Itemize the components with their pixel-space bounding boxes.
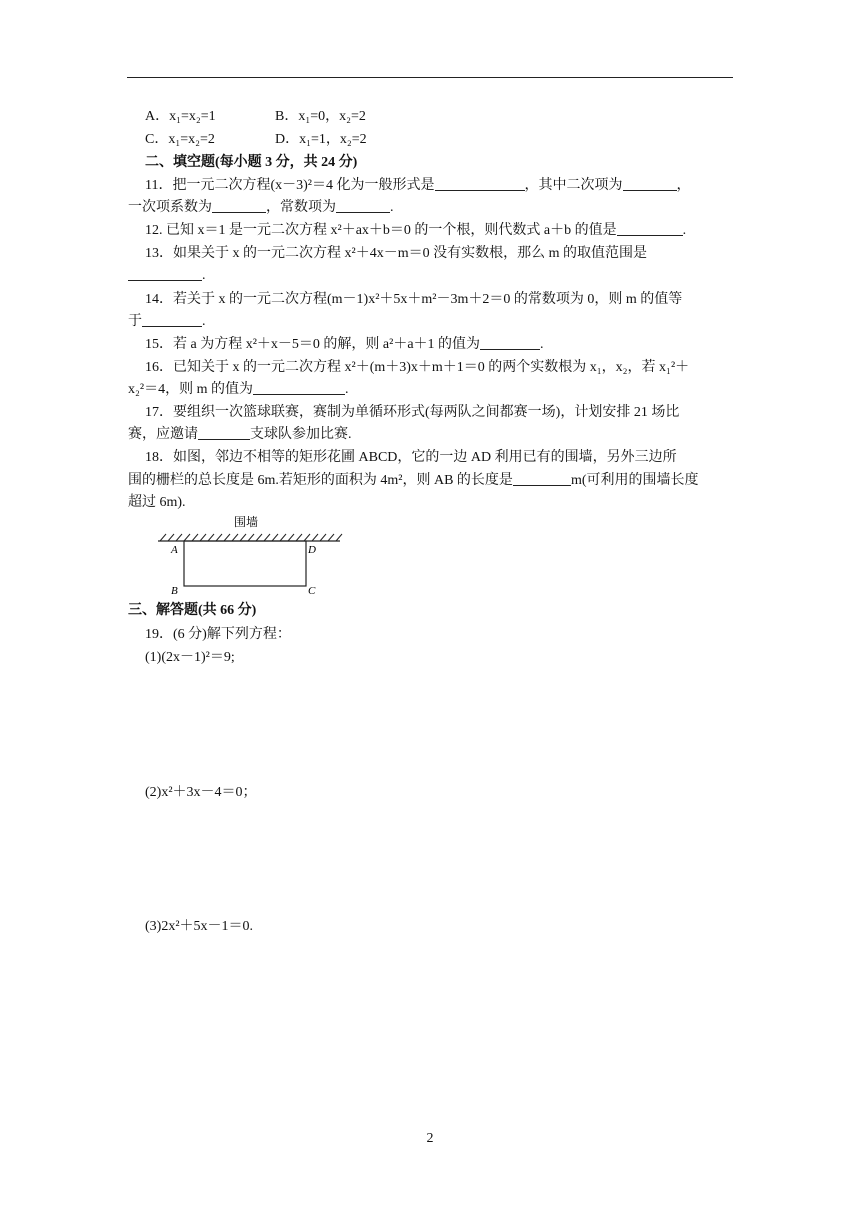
answer-blank[interactable] xyxy=(435,177,525,191)
question-19-part-2: (2)x²＋3x－4＝0； xyxy=(145,785,257,800)
answer-blank[interactable] xyxy=(128,267,202,281)
question-19-heading: 19．(6 分)解下列方程： xyxy=(145,627,291,642)
hatch-mark xyxy=(248,534,254,541)
q14-text-b: 于 xyxy=(128,314,142,329)
label-b: B xyxy=(171,585,178,597)
answer-blank[interactable] xyxy=(513,472,571,486)
answer-blank[interactable] xyxy=(623,177,677,191)
question-14-line-1: 14．若关于 x 的一元二次方程(m－1)x²＋5x＋m²－3m＋2＝0 的常数项为 0，则 m 的值等 xyxy=(145,292,683,307)
question-11-line-1 xyxy=(145,177,691,195)
question-17-line-1: 17．要组织一次篮球联赛，赛制为单循环形式(每两队之间都赛一场)，计划安排 21 场比 xyxy=(145,405,680,420)
hatch-mark xyxy=(208,534,214,541)
hatch-mark xyxy=(312,534,318,541)
label-a: A xyxy=(171,544,178,556)
q11-text-c: ， xyxy=(676,178,691,193)
hatch-mark xyxy=(328,534,334,541)
answer-blank[interactable] xyxy=(336,199,390,213)
option-a: A．x₁=x₂=1 xyxy=(145,109,216,124)
answer-blank[interactable] xyxy=(198,426,250,440)
q17-text-b: 赛，应邀请 xyxy=(128,427,198,442)
answer-blank[interactable] xyxy=(212,199,266,213)
q12-end: . xyxy=(682,223,687,238)
q11-text-d: 一次项系数为 xyxy=(128,200,212,215)
question-13-line-2 xyxy=(128,267,206,285)
hatch-mark xyxy=(232,534,238,541)
question-16-line-2 xyxy=(128,381,348,399)
answer-blank[interactable] xyxy=(253,381,345,395)
hatch-mark xyxy=(336,534,342,541)
wall-hatching xyxy=(160,534,342,541)
q15-end: . xyxy=(540,337,544,352)
hatch-mark xyxy=(160,534,166,541)
q14-end: . xyxy=(202,314,206,329)
mc-row-2 xyxy=(145,131,367,149)
question-13-line-1: 13．如果关于 x 的一元二次方程 x²＋4x－m＝0 没有实数根，那么 m 的取值范围是 xyxy=(145,246,647,261)
q17-text-c: 支球队参加比赛. xyxy=(250,427,352,442)
header-rule xyxy=(127,77,733,78)
question-18-line-2 xyxy=(128,472,699,490)
question-14-line-2 xyxy=(128,313,206,331)
question-16-line-1: 16．已知关于 x 的一元二次方程 x²＋(m＋3)x＋m＋1＝0 的两个实数根为 x₁，x₂，若 x₁²＋ xyxy=(145,360,690,375)
question-15 xyxy=(145,336,544,354)
hatch-mark xyxy=(168,534,174,541)
q13-end: . xyxy=(202,268,206,283)
question-12 xyxy=(145,222,686,240)
section-title-fill-blank: 二、填空题(每小题 3 分，共 24 分) xyxy=(145,155,358,170)
option-c: C．x₁=x₂=2 xyxy=(145,132,215,147)
q11-text-b: ，其中二次项为 xyxy=(524,178,623,193)
answer-blank[interactable] xyxy=(617,222,683,236)
hatch-mark xyxy=(224,534,230,541)
q11-text-e: ，常数项为 xyxy=(266,200,336,215)
hatch-mark xyxy=(304,534,310,541)
option-d: D．x₁=1，x₂=2 xyxy=(275,132,367,147)
hatch-mark xyxy=(264,534,270,541)
hatch-mark xyxy=(288,534,294,541)
q16-end: . xyxy=(344,382,349,397)
question-17-line-2 xyxy=(128,426,352,444)
question-19-part-1: (1)(2x－1)²＝9; xyxy=(145,650,235,665)
q11-text-a: 11．把一元二次方程(x－3)²＝4 化为一般形式是 xyxy=(145,178,435,193)
hatch-mark xyxy=(256,534,262,541)
q15-text: 15．若 a 为方程 x²＋x－5＝0 的解，则 a²＋a＋1 的值为 xyxy=(145,337,481,352)
hatch-mark xyxy=(216,534,222,541)
hatch-mark xyxy=(184,534,190,541)
mc-row-1 xyxy=(145,108,366,126)
hatch-mark xyxy=(280,534,286,541)
section-title-solutions: 三、解答题(共 66 分) xyxy=(128,603,257,618)
hatch-mark xyxy=(272,534,278,541)
label-d: D xyxy=(308,544,316,556)
q12-text: 12. 已知 x＝1 是一元二次方程 x²＋ax＋b＝0 的一个根，则代数式 a＋b 的值是 xyxy=(145,223,617,238)
hatch-mark xyxy=(200,534,206,541)
question-18-line-1: 18．如图，邻边不相等的矩形花圃 ABCD，它的一边 AD 利用已有的围墙，另外三边所 xyxy=(145,450,677,465)
hatch-mark xyxy=(240,534,246,541)
wall-label: 围墙 xyxy=(234,515,259,529)
hatch-mark xyxy=(192,534,198,541)
garden-figure xyxy=(150,513,350,599)
page-number: 2 xyxy=(426,1131,434,1146)
question-18-line-3: 超过 6m). xyxy=(128,495,186,510)
label-c: C xyxy=(308,585,316,597)
q18-text-a: 围的栅栏的总长度是 6m.若矩形的面积为 4m²，则 AB 的长度是 xyxy=(128,473,513,488)
answer-blank[interactable] xyxy=(142,313,202,327)
garden-rectangle xyxy=(184,541,306,586)
hatch-mark xyxy=(296,534,302,541)
answer-blank[interactable] xyxy=(480,336,540,350)
option-b: B．x₁=0，x₂=2 xyxy=(275,109,366,124)
q18-text-b: m(可利用的围墙长度 xyxy=(570,473,699,488)
q11-text-f: . xyxy=(390,200,394,215)
question-11-line-2 xyxy=(128,199,394,217)
hatch-mark xyxy=(320,534,326,541)
question-19-part-3: (3)2x²＋5x－1＝0. xyxy=(145,919,254,934)
hatch-mark xyxy=(176,534,182,541)
q16-text-b: x₂²＝4，则 m 的值为 xyxy=(128,382,253,397)
